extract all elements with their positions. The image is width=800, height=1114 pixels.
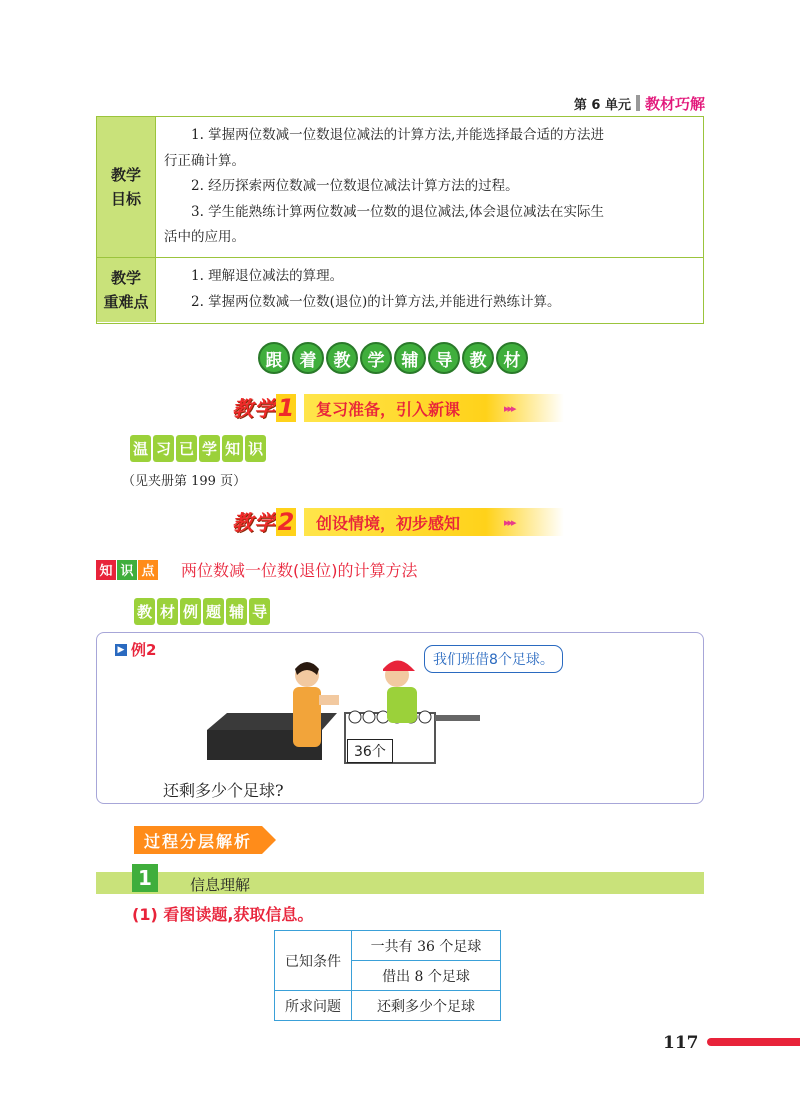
goals-body [156, 117, 703, 257]
banner-char: 教 [326, 342, 358, 374]
example-question: 还剩多少个足球? [163, 781, 284, 800]
banner-char: 导 [428, 342, 460, 374]
example-heading-char: 导 [249, 598, 270, 625]
objectives-table [96, 116, 704, 324]
goals-label-line1: 教学 [110, 166, 141, 184]
play-icon: ▶ [115, 644, 127, 656]
keypoints-label [97, 258, 156, 322]
example-heading [134, 598, 270, 625]
sub-instruction: (1) 看图读题,获取信息。 [132, 905, 314, 924]
keypoints-label-line2: 重难点 [103, 293, 149, 311]
arrows-icon: ▸▸▸ [504, 401, 515, 415]
review-char: 学 [199, 435, 220, 462]
example-heading-char: 例 [180, 598, 201, 625]
teaching-title-strip [304, 394, 564, 422]
known-cell: 一共有 36 个足球 [352, 931, 501, 961]
goal-line: 活中的应用。 [164, 229, 245, 245]
objectives-row-goals [97, 117, 703, 258]
known-cell: 借出 8 个足球 [352, 961, 501, 991]
known-label-cell: 已知条件 [275, 931, 352, 991]
ask-label-cell: 所求问题 [275, 991, 352, 1021]
keypoint-line: 2. 掌握两位数减一位数(退位)的计算方法,并能进行熟练计算。 [191, 293, 561, 310]
keypoints-body [156, 258, 703, 322]
teaching-number: 1 [277, 394, 295, 422]
banner-char: 教 [462, 342, 494, 374]
teaching-step-2 [232, 507, 515, 537]
review-char: 习 [153, 435, 174, 462]
banner-char: 学 [360, 342, 392, 374]
example-label-text: 例2 [131, 641, 157, 659]
example-label [115, 639, 156, 660]
ask-cell: 还剩多少个足球 [352, 991, 501, 1021]
process-heading [134, 826, 276, 854]
goal-line: 行正确计算。 [164, 152, 245, 169]
teaching-title: 创设情境，初步感知 [316, 513, 461, 533]
example-box [96, 632, 704, 804]
step-title: 信息理解 [190, 876, 251, 894]
teaching-title: 复习准备，引入新课 [316, 399, 461, 419]
review-char: 温 [130, 435, 151, 462]
teaching-number: 2 [277, 508, 295, 536]
goals-label-line2: 目标 [110, 190, 141, 208]
review-reference: （见夹册第 199 页） [122, 474, 247, 489]
step-band [96, 866, 704, 894]
review-char: 已 [176, 435, 197, 462]
knowledge-point [96, 558, 418, 581]
goal-line: 2. 经历探索两位数减一位数退位减法计算方法的过程。 [191, 178, 519, 194]
keypoints-label-line1: 教学 [110, 269, 141, 287]
knowledge-char: 点 [138, 560, 158, 580]
step-number: 1 [132, 864, 158, 892]
ball-count-label: 36个 [347, 739, 393, 763]
knowledge-char: 知 [96, 560, 116, 580]
info-table [274, 930, 501, 1021]
goal-line: 1. 掌握两位数减一位数退位减法的计算方法,并能选择最合适的方法进 [191, 127, 604, 143]
teaching-title-strip [304, 508, 564, 536]
arrow-right-icon [262, 826, 276, 854]
speech-bubble: 我们班借8个足球。 [424, 645, 563, 673]
process-title: 过程分层解析 [134, 826, 262, 854]
student-shirt [387, 687, 417, 723]
unit-label: 第 6 单元 [573, 97, 631, 113]
review-char: 知 [222, 435, 243, 462]
table [435, 715, 480, 721]
header-divider [636, 95, 640, 111]
example-heading-char: 题 [203, 598, 224, 625]
teaching-tag: 教学 [232, 511, 276, 535]
page-header [574, 92, 705, 114]
banner-char: 材 [496, 342, 528, 374]
keypoint-line: 1. 理解退位减法的算理。 [191, 268, 344, 284]
knowledge-char: 识 [117, 560, 137, 580]
teacher-arm [319, 695, 339, 705]
table-row [275, 931, 501, 961]
section-banner [258, 342, 528, 374]
banner-char: 辅 [394, 342, 426, 374]
example-heading-char: 教 [134, 598, 155, 625]
teaching-step-1 [232, 393, 515, 423]
review-heading [130, 435, 266, 462]
teaching-tag: 教学 [232, 397, 276, 421]
example-heading-char: 材 [157, 598, 178, 625]
review-char: 识 [245, 435, 266, 462]
page-number: 117 [663, 1033, 699, 1053]
header-title: 教材巧解 [644, 94, 705, 113]
knowledge-title: 两位数减一位数(退位)的计算方法 [181, 561, 418, 580]
arrows-icon: ▸▸▸ [504, 515, 515, 529]
teacher-shirt [293, 687, 321, 747]
example-heading-char: 辅 [226, 598, 247, 625]
goal-line: 3. 学生能熟练计算两位数减一位数的退位减法,体会退位减法在实际生 [191, 203, 604, 220]
page-number-bar [707, 1038, 800, 1046]
goals-label [97, 117, 156, 257]
table-row [275, 991, 501, 1021]
banner-char: 着 [292, 342, 324, 374]
objectives-row-keypoints [97, 258, 703, 322]
student-cap [383, 660, 415, 671]
banner-char: 跟 [258, 342, 290, 374]
